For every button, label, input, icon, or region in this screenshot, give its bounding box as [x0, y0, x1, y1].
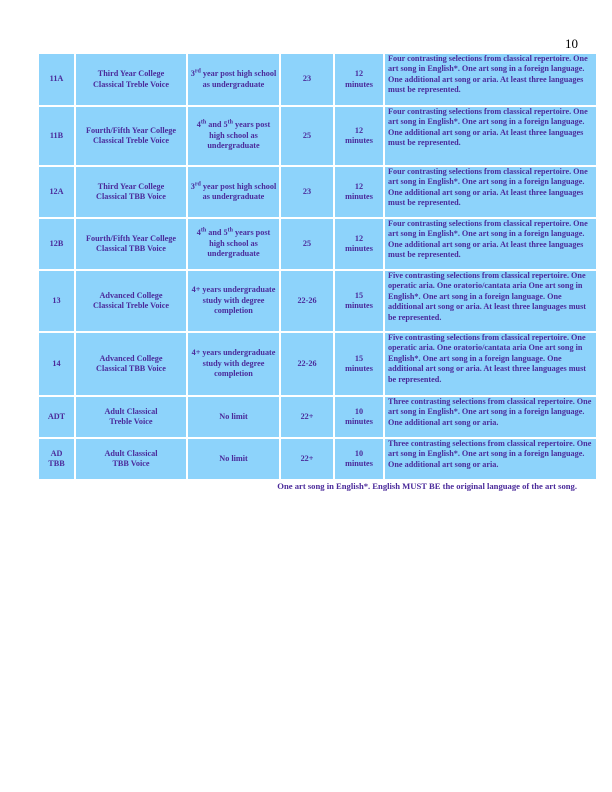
division-code	[38, 396, 75, 438]
repertoire-requirements: Four contrasting selections from classical repertoire. One art song in English*. One art song in a foreign language. One additional art song or aria. At least three languages must be represented.	[384, 53, 597, 106]
time-limit	[334, 166, 384, 218]
time-limit-text: 10	[354, 448, 364, 458]
age-limit: 22-26	[280, 270, 334, 332]
time-limit	[334, 218, 384, 270]
education-level-text: and 5	[206, 228, 228, 238]
division-name-line: Advanced College	[99, 353, 163, 363]
education-level	[187, 396, 280, 438]
time-limit-text: minutes	[345, 79, 373, 89]
division-name-line: Fourth/Fifth Year College	[85, 125, 177, 135]
education-level-text: rd	[194, 180, 201, 187]
time-limit-text: 12	[354, 181, 364, 191]
time-limit	[334, 106, 384, 166]
division-code-text: 12B	[49, 238, 64, 248]
division-code-text: TBB	[48, 459, 65, 468]
education-level-text: 4	[196, 120, 201, 130]
table-row	[38, 396, 597, 438]
education-level-text: th	[227, 119, 233, 126]
division-code-text: AD	[50, 448, 63, 458]
division-name	[75, 218, 187, 270]
age-limit: 23	[280, 53, 334, 106]
time-limit-text: minutes	[345, 364, 373, 373]
education-level-text: th	[200, 227, 207, 234]
division-name	[75, 53, 187, 106]
division-code-text: 12A	[49, 186, 64, 196]
repertoire-requirements: Five contrasting selections from classical repertoire. One operatic aria. One oratorio/cantata aria One art song in English*. One art song in a foreign language. One additional art song or aria. At least three languages must be represented.	[384, 270, 597, 332]
education-level-text: 4+ years undergraduate study with degree completion	[191, 348, 276, 379]
division-name-line: Third Year College	[97, 181, 165, 191]
time-limit-text: minutes	[345, 301, 373, 310]
division-name	[75, 106, 187, 166]
table-row	[38, 166, 597, 218]
education-level	[187, 106, 280, 166]
time-limit-text: minutes	[345, 192, 373, 201]
division-name-line: Treble Voice	[109, 417, 153, 426]
division-name-line: Classical TBB Voice	[96, 192, 166, 201]
time-limit-text: 12	[354, 69, 364, 79]
education-level-text: year post high school as undergraduate	[200, 181, 277, 201]
time-limit	[334, 396, 384, 438]
division-code-text: 13	[52, 295, 61, 305]
time-limit	[334, 53, 384, 106]
division-name	[75, 438, 187, 480]
division-name-line: Advanced College	[99, 290, 163, 300]
division-code-text: 11B	[49, 130, 64, 140]
repertoire-requirements: Four contrasting selections from classical repertoire. One art song in English*. One art song in a foreign language. One additional art song or aria. At least three languages must be represented.	[384, 106, 597, 166]
division-name	[75, 270, 187, 332]
education-level-text: year post high school as undergraduate	[200, 69, 277, 89]
education-level	[187, 166, 280, 218]
time-limit	[334, 332, 384, 396]
division-requirements-table	[37, 52, 598, 481]
page-number: 10	[565, 36, 578, 51]
age-limit: 25	[280, 218, 334, 270]
education-level-text: and 5	[206, 120, 228, 130]
age-limit: 23	[280, 166, 334, 218]
education-level-text: 3	[190, 181, 195, 191]
time-limit-text: minutes	[345, 244, 373, 253]
education-level-text: 3	[190, 69, 195, 79]
table-row	[38, 53, 597, 106]
division-code-text: ADT	[47, 411, 66, 421]
education-level-text: No limit	[219, 453, 248, 463]
repertoire-requirements: Four contrasting selections from classical repertoire. One art song in English*. One art song in a foreign language. One additional art song or aria. At least three languages must be represented.	[384, 166, 597, 218]
division-code-text: 14	[52, 358, 61, 368]
education-level-text: th	[200, 119, 207, 126]
time-limit	[334, 270, 384, 332]
division-name-line: Classical TBB Voice	[96, 364, 166, 373]
age-limit: 22-26	[280, 332, 334, 396]
time-limit-text: 15	[354, 290, 364, 300]
division-code-text: 11A	[49, 74, 64, 84]
division-name	[75, 166, 187, 218]
division-name-line: Classical Treble Voice	[93, 301, 169, 310]
division-code	[38, 106, 75, 166]
table-row	[38, 270, 597, 332]
division-name-line: Third Year College	[97, 69, 165, 79]
division-code	[38, 53, 75, 106]
education-level	[187, 332, 280, 396]
education-level	[187, 270, 280, 332]
time-limit	[334, 438, 384, 480]
education-level-text: 4+ years undergraduate study with degree completion	[191, 285, 276, 316]
division-code	[38, 166, 75, 218]
time-limit-text: 12	[354, 233, 364, 243]
time-limit-text: minutes	[345, 459, 373, 468]
division-code	[38, 218, 75, 270]
repertoire-requirements: Three contrasting selections from classical repertoire. One art song in English*. One art song in a foreign language. One additional art song or aria.	[384, 438, 597, 480]
division-name-line: Classical Treble Voice	[93, 79, 169, 89]
time-limit-text: minutes	[345, 417, 373, 426]
footnote: One art song in English*. English MUST BE the original language of the art song.	[277, 481, 577, 491]
table-row	[38, 438, 597, 480]
education-level-text: rd	[194, 68, 201, 75]
education-level-text: years post high school as undergraduate	[207, 228, 271, 259]
time-limit-text: 15	[354, 353, 364, 363]
division-name-line: Adult Classical	[104, 406, 158, 416]
time-limit-text: 10	[354, 406, 364, 416]
division-name-line: Classical TBB Voice	[96, 244, 166, 253]
table-row	[38, 106, 597, 166]
education-level-text: No limit	[219, 411, 248, 421]
time-limit-text: minutes	[345, 136, 373, 145]
repertoire-requirements: Four contrasting selections from classical repertoire. One art song in English*. One art song in a foreign language. One additional art song or aria. At least three languages must be represented.	[384, 218, 597, 270]
education-level-text: th	[227, 227, 233, 234]
education-level-text: years post high school as undergraduate	[207, 120, 271, 151]
time-limit-text: 12	[354, 125, 364, 135]
age-limit: 22+	[280, 396, 334, 438]
repertoire-requirements: Five contrasting selections from classical repertoire. One operatic aria. One oratorio/cantata aria One art song in English*. One art song in a foreign language. One additional art song or aria. At least three languages must be represented.	[384, 332, 597, 396]
repertoire-requirements: Three contrasting selections from classical repertoire. One art song in English*. One art song in a foreign language. One additional art song or aria.	[384, 396, 597, 438]
division-name-line: Classical Treble Voice	[93, 136, 169, 145]
education-level	[187, 438, 280, 480]
education-level-text: 4	[196, 228, 201, 238]
table-row	[38, 218, 597, 270]
age-limit: 25	[280, 106, 334, 166]
division-name-line: Fourth/Fifth Year College	[85, 233, 177, 243]
division-code	[38, 270, 75, 332]
division-name	[75, 332, 187, 396]
education-level	[187, 53, 280, 106]
division-code	[38, 438, 75, 480]
table-row	[38, 332, 597, 396]
division-name	[75, 396, 187, 438]
division-name-line: Adult Classical	[104, 448, 158, 458]
education-level	[187, 218, 280, 270]
division-name-line: TBB Voice	[112, 459, 150, 468]
age-limit: 22+	[280, 438, 334, 480]
division-code	[38, 332, 75, 396]
